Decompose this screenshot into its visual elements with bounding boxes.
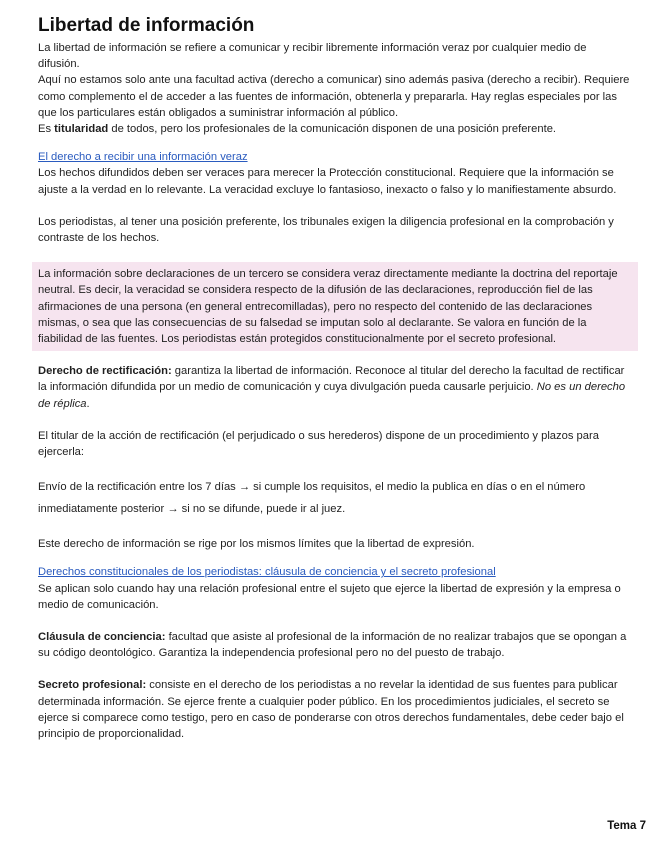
intro-paragraph-2: Aquí no estamos solo ante una facultad activa (derecho a comunicar) sino además pasiva (derecho a recibir). Requiere como complemento el de acceder a las fuentes de información, obtenerla y prepararla. Hay reglas especiales por las que los particulares están obligados a suministrar información al público. [38, 74, 630, 119]
rectificacion-end: . [86, 397, 90, 410]
page-footer-label: Tema 7 [607, 820, 646, 832]
intro-paragraph-1: La libertad de información se refiere a comunicar y recibir libremente información veraz por cualquier medio de difusión. [38, 42, 587, 71]
secreto-label: Secreto profesional: [38, 679, 147, 692]
intro-paragraph-3 [38, 121, 630, 137]
rectificacion-paragraph [38, 363, 630, 412]
secreto-text: consiste en el derecho de los periodistas a no revelar la identidad de sus fuentes para publicar determinada información. Se ejerce frente a cualquier poder público. En los procedimientos judiciales, el secreto se ejerce si comparece como testigo, pero en caso de ponderarse con otros derechos fundamentales, debe ceder bajo el principio de proporcionalidad. [38, 679, 624, 741]
clausula-paragraph [38, 629, 630, 661]
veraz-paragraph-2: Los periodistas, al tener una posición preferente, los tribunales exigen la diligencia profesional en la comprobación y contraste de los hechos. [38, 215, 614, 245]
limites-paragraph: Este derecho de información se rige por los mismos límites que la libertad de expresión. [38, 538, 475, 551]
periodistas-paragraph-1: Se aplican solo cuando hay una relación profesional entre el sujeto que ejerce la libertad de expresión y la empresa o medio de comunicación. [38, 582, 621, 611]
highlight-text: La información sobre declaraciones de un tercero se considera veraz directamente mediante la doctrina del reportaje neutral. Es decir, la veracidad se considera respecto de la difusión de las declaraciones, reproducción fiel de las afirmaciones de una persona (en general entrecomilladas), pero no respecto del contenido de las declaraciones mismas, o sea que las consecuencias de su falsedad se imputan solo al declarante. Se valora en función de la fiabilidad de las fuentes. Los periodistas están protegidos constitucionalmente por el secreto profesional. [38, 268, 618, 346]
document-page [38, 14, 630, 742]
veraz-paragraph-1: Los hechos difundidos deben ser veraces para merecer la Protección constitucional. Requiere que la información se ajuste a la verdad en lo relevante. La veracidad excluye lo fantasioso, inexacto o falso y lo manifiestamente absurdo. [38, 167, 617, 196]
rectificacion-titular-paragraph: El titular de la acción de rectificación (el perjudicado o sus herederos) dispone de un procedimiento y plazos para ejercerla: [38, 429, 599, 459]
rectificacion-label: Derecho de rectificación: [38, 365, 172, 378]
reportaje-neutral-highlight [32, 262, 638, 351]
rectificacion-italic: No es un derecho de réplica [38, 381, 626, 410]
section-heading-periodistas[interactable]: Derechos constitucionales de los periodistas: cláusula de conciencia y el secreto profesional [38, 566, 496, 579]
intro-p3-pre: Es [38, 123, 55, 136]
clausula-label: Cláusula de conciencia: [38, 631, 166, 644]
section-heading-veraz[interactable]: El derecho a recibir una información veraz [38, 151, 248, 164]
secreto-paragraph [38, 677, 630, 742]
page-title: Libertad de información [38, 15, 255, 36]
clausula-text: facultad que asiste al profesional de la información de no realizar trabajos que se opongan a su código deontológico. Garantiza la independencia profesional pero no del puesto de trabajo. [38, 631, 627, 660]
intro-p3-post: de todos, pero los profesionales de la comunicación disponen de una posición preferente. [108, 123, 557, 136]
titularidad-bold: titularidad [54, 123, 109, 136]
rectificacion-text: garantiza la libertad de información. Reconoce al titular del derecho la facultad de rectificar la información difundida por un medio de comunicación y cuya divulgación pueda causarle perjuicio. [38, 365, 625, 394]
rectificacion-procedure-paragraph: Envío de la rectificación entre los 7 días → si cumple los requisitos, el medio la publica en días o en el número inmediatamente posterior → si no se difunde, puede ir al juez. [38, 481, 586, 516]
